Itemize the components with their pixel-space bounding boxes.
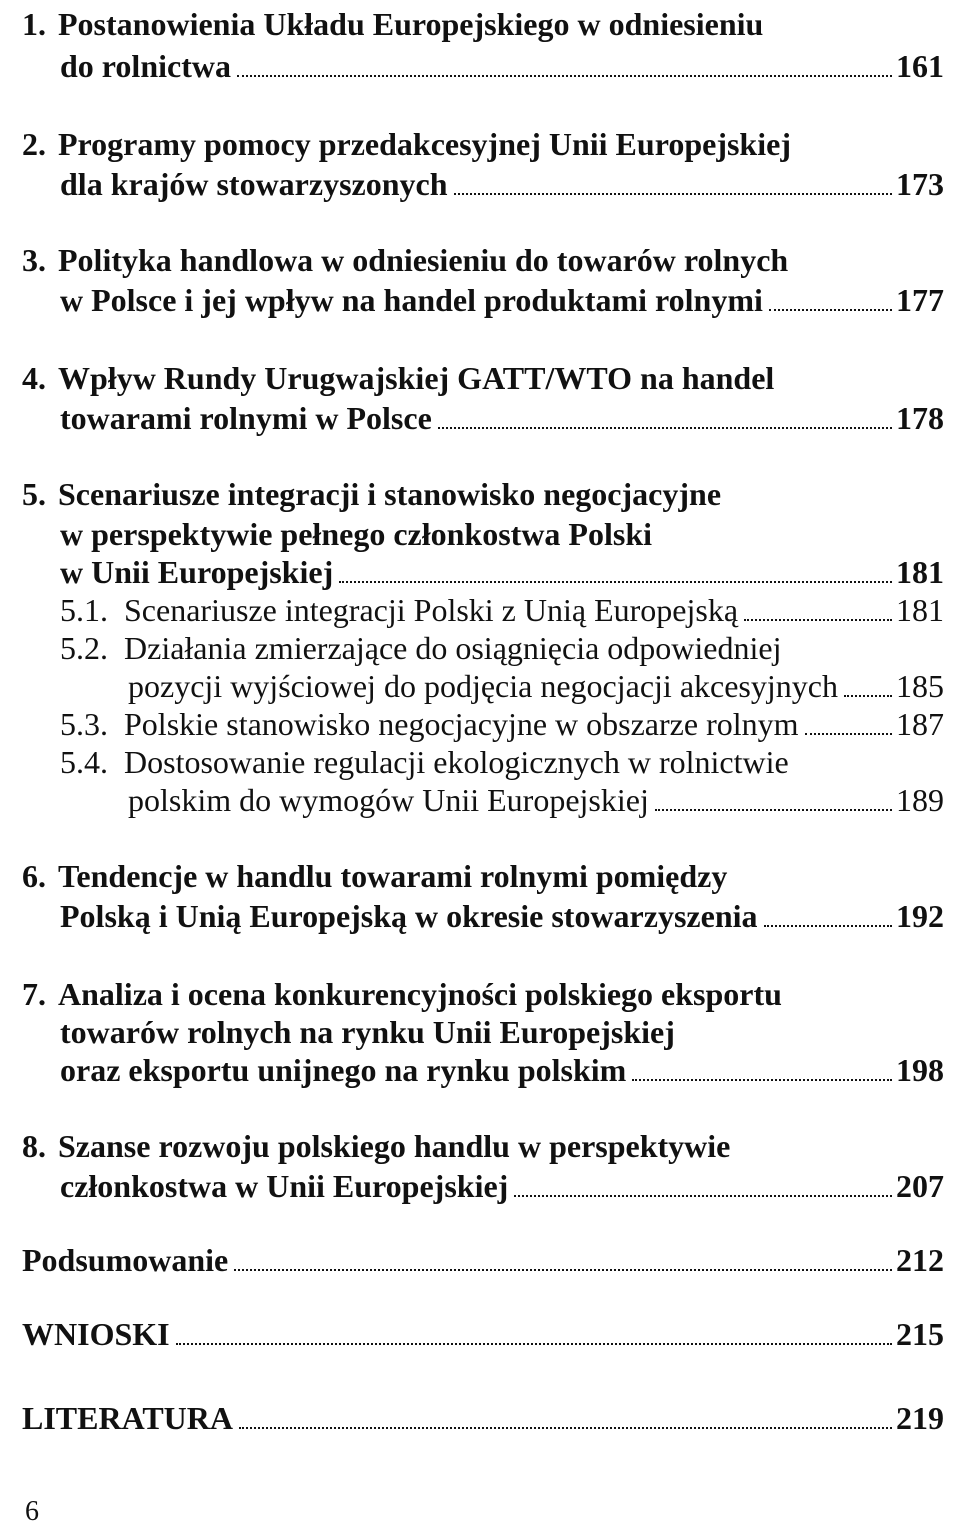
entry-number: 4.: [22, 360, 46, 396]
toc-entry-1-line-2: [0, 46, 960, 86]
dot-leader: [339, 581, 892, 583]
entry-title: Scenariusze integracji i stanowisko negocjacyjne: [58, 476, 722, 512]
entry-title-cont: członkostwa w Unii Europejskiej: [60, 1168, 509, 1204]
toc-entry-5-line-2: [0, 514, 960, 554]
entry-title-cont: Polską i Unią Europejską w okresie stowarzyszenia: [60, 898, 758, 934]
page-number: 178: [896, 400, 944, 436]
entry-title: Dostosowanie regulacji ekologicznych w rolnictwie: [124, 744, 789, 780]
dot-leader: [438, 427, 892, 429]
toc-entry-bibliography: [0, 1398, 960, 1438]
dot-leader: [234, 1269, 892, 1271]
toc-entry-5-4-line-1: [0, 742, 960, 782]
toc-entry-4-line-2: [0, 398, 960, 438]
toc-entry-7-line-2: [0, 1012, 960, 1052]
toc-entry-5-line-1: [0, 474, 960, 514]
dot-leader: [805, 733, 893, 735]
entry-number: 6.: [22, 858, 46, 894]
toc-entry-3-line-1: [0, 240, 960, 280]
toc-entry-5-line-3: [0, 552, 960, 592]
page-number: 187: [896, 706, 944, 742]
dot-leader: [514, 1195, 892, 1197]
toc-entry-5-1: [0, 590, 960, 630]
entry-title: Polskie stanowisko negocjacyjne w obszarze rolnym: [124, 706, 799, 742]
page-number: 161: [896, 48, 944, 84]
entry-title-cont: w Polsce i jej wpływ na handel produktami rolnymi: [60, 282, 763, 318]
entry-title: Programy pomocy przedakcesyjnej Unii Europejskiej: [58, 126, 791, 162]
page-number: 212: [896, 1242, 944, 1278]
toc-entry-2-line-2: [0, 164, 960, 204]
toc-entry-summary: [0, 1240, 960, 1280]
dot-leader: [632, 1079, 892, 1081]
page-number: 173: [896, 166, 944, 202]
toc-entry-7-line-1: [0, 974, 960, 1014]
entry-title: Wpływ Rundy Urugwajskiej GATT/WTO na handel: [58, 360, 775, 396]
toc-entry-3-line-2: [0, 280, 960, 320]
page-number: 219: [896, 1400, 944, 1436]
toc-entry-2-line-1: [0, 124, 960, 164]
toc-entry-5-4-line-2: [0, 780, 960, 820]
entry-title-cont: towarów rolnych na rynku Unii Europejskiej: [60, 1014, 675, 1050]
entry-title: Szanse rozwoju polskiego handlu w perspektywie: [58, 1128, 731, 1164]
entry-title-cont: w Unii Europejskiej: [60, 554, 334, 590]
page-number: 207: [896, 1168, 944, 1204]
entry-title: LITERATURA: [22, 1400, 233, 1436]
entry-title: Podsumowanie: [22, 1242, 229, 1278]
entry-number: 2.: [22, 126, 46, 162]
entry-title-cont: w perspektywie pełnego członkostwa Polski: [60, 516, 652, 552]
dot-leader: [237, 75, 892, 77]
dot-leader: [454, 193, 892, 195]
dot-leader: [176, 1343, 892, 1345]
dot-leader: [764, 925, 893, 927]
toc-entry-5-2-line-2: [0, 666, 960, 706]
dot-leader: [655, 809, 892, 811]
page-number: 198: [896, 1052, 944, 1088]
page-number: 181: [896, 554, 944, 590]
entry-title: Postanowienia Układu Europejskiego w odniesieniu: [58, 6, 764, 42]
page-number: 181: [896, 592, 944, 628]
entry-number: 5.3.: [60, 706, 108, 742]
toc-entry-6-line-2: [0, 896, 960, 936]
page-number: 189: [896, 782, 944, 818]
entry-number: 5.1.: [60, 592, 108, 628]
entry-title-cont: do rolnictwa: [60, 48, 231, 84]
page-number: 192: [896, 898, 944, 934]
dot-leader: [844, 695, 892, 697]
dot-leader: [239, 1427, 892, 1429]
entry-number: 7.: [22, 976, 46, 1012]
toc-entry-8-line-2: [0, 1166, 960, 1206]
entry-title: Tendencje w handlu towarami rolnymi pomiędzy: [58, 858, 728, 894]
dot-leader: [769, 309, 892, 311]
entry-number: 1.: [22, 6, 46, 42]
entry-title: Analiza i ocena konkurencyjności polskiego eksportu: [58, 976, 782, 1012]
entry-number: 5.4.: [60, 744, 108, 780]
toc-entry-5-2-line-1: [0, 628, 960, 668]
toc-entry-conclusions: [0, 1314, 960, 1354]
entry-title-cont: polskim do wymogów Unii Europejskiej: [128, 782, 649, 818]
toc-entry-7-line-3: [0, 1050, 960, 1090]
folio-page-number: 6: [25, 1496, 39, 1527]
entry-number: 5.: [22, 476, 46, 512]
entry-number: 8.: [22, 1128, 46, 1164]
page-number: 215: [896, 1316, 944, 1352]
dot-leader: [744, 619, 892, 621]
entry-title-cont: dla krajów stowarzyszonych: [60, 166, 448, 202]
entry-number: 3.: [22, 242, 46, 278]
page-number: 177: [896, 282, 944, 318]
page-number: 185: [896, 668, 944, 704]
entry-title: Działania zmierzające do osiągnięcia odpowiedniej: [124, 630, 782, 666]
toc-entry-1-line-1: [0, 4, 960, 44]
toc-entry-4-line-1: [0, 358, 960, 398]
entry-title-cont: pozycji wyjściowej do podjęcia negocjacji akcesyjnych: [128, 668, 838, 704]
entry-title-cont: oraz eksportu unijnego na rynku polskim: [60, 1052, 627, 1088]
toc-entry-5-3: [0, 704, 960, 744]
entry-title: Scenariusze integracji Polski z Unią Europejską: [124, 592, 739, 628]
entry-title: Polityka handlowa w odniesieniu do towarów rolnych: [58, 242, 789, 278]
entry-number: 5.2.: [60, 630, 108, 666]
toc-entry-6-line-1: [0, 856, 960, 896]
entry-title: WNIOSKI: [22, 1316, 170, 1352]
entry-title-cont: towarami rolnymi w Polsce: [60, 400, 432, 436]
toc-entry-8-line-1: [0, 1126, 960, 1166]
